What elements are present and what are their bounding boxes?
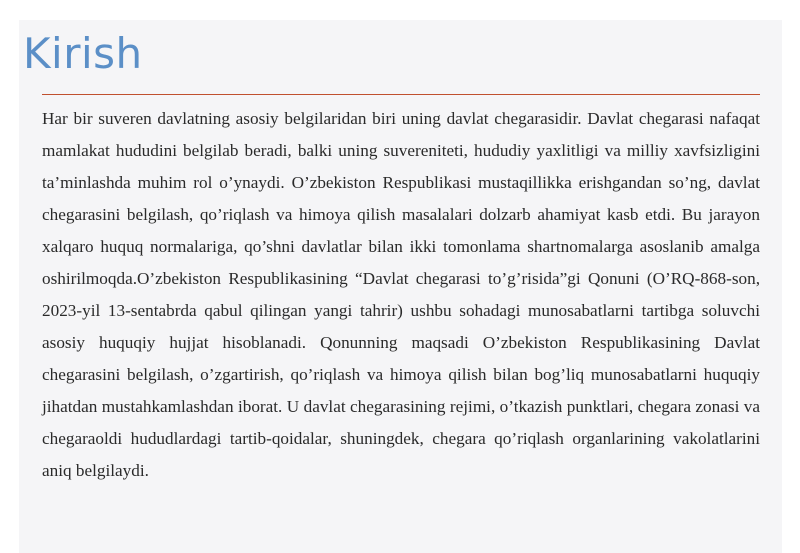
body-paragraph: Har bir suveren davlatning asosiy belgilaridan biri uning davlat chegarasidir. Davlat chegarasi nafaqat mamlakat hududini belgilab beradi, balki uning suvereniteti, hududiy yaxlitligi va milliy xavfsizligini ta’minlashda muhim rol o’ynaydi. O’zbekiston Respublikasi mustaqillikka erishgandan so’ng, davlat chegarasini belgilash, qo’riqlash va himoya qilish masalalari dolzarb ahamiyat kasb etdi. Bu jarayon xalqaro huquq normalariga, qo’shni davlatlar bilan ikki tomonlama shartnomalarga asoslanib amalga oshirilmoqda.O’zbekiston Respublikasining “Davlat chegarasi to’g’risida”gi Qonuni (O’RQ-868-son, 2023-yil 13-sentabrda qabul qilingan yangi tahrir) ushbu sohadagi munosabatlarni tartibga soluvchi asosiy huquqiy hujjat hisoblanadi. Qonunning maqsadi O’zbekiston Respublikasining Davlat chegarasini belgilash, o’zgartirish, qo’riqlash va himoya qilish bilan bog’liq munosabatlarni huquqiy jihatdan mustahkamlashdan iborat. U davlat chegarasining rejimi, o’tkazish punktlari, chegara zonasi va chegaraoldi hududlardagi tartib-qoidalar, shuningdek, chegara qo’riqlash organlarining vakolatlarini aniq belgilaydi. [42, 109, 760, 480]
title-divider [42, 94, 760, 95]
section-title: Kirish [23, 29, 143, 78]
document-page [19, 20, 782, 553]
